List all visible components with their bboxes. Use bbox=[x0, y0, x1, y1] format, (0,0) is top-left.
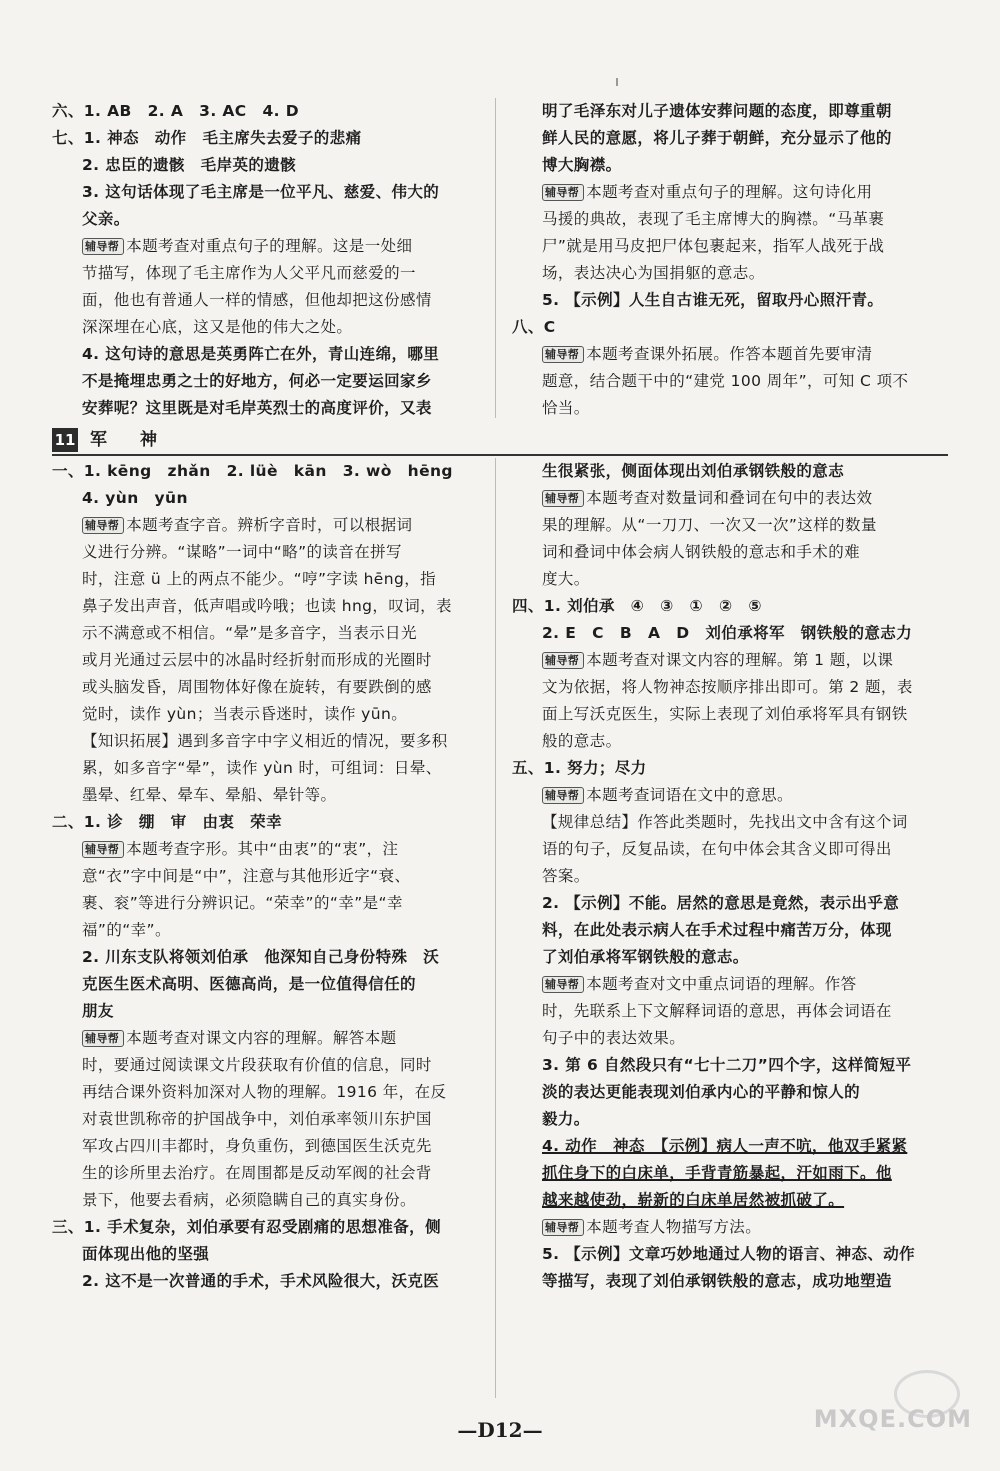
tutor-badge: 辅导帮 bbox=[542, 184, 584, 201]
line-text: 果的理解。从“一刀刀、一次又一次”这样的数量 bbox=[542, 516, 877, 534]
top-mark bbox=[616, 78, 618, 86]
tutor-badge: 辅导帮 bbox=[82, 1030, 124, 1047]
column-divider-bottom bbox=[495, 458, 496, 1398]
text-line bbox=[512, 314, 952, 341]
line-text: 语的句子，反复品读，在句中体会其含义即可得出 bbox=[542, 840, 892, 858]
line-text: 对袁世凯称帝的护国战争中，刘伯承率领川东护国 bbox=[82, 1110, 432, 1128]
tutor-badge: 辅导帮 bbox=[82, 238, 124, 255]
tutor-badge: 辅导帮 bbox=[542, 787, 584, 804]
line-text: 景下，他要去看病，必须隐瞒自己的真实身份。 bbox=[82, 1191, 416, 1209]
text-line bbox=[52, 890, 492, 917]
text-line bbox=[512, 674, 952, 701]
text-line bbox=[52, 287, 492, 314]
line-text: 3. 第 6 自然段只有“七十二刀”四个字，这样简短平 bbox=[542, 1056, 912, 1074]
text-line bbox=[52, 206, 492, 233]
line-text: 【知识拓展】遇到多音字中字义相近的情况，要多积 bbox=[82, 732, 448, 750]
text-line bbox=[52, 566, 492, 593]
text-line bbox=[512, 971, 952, 998]
text-line bbox=[512, 620, 952, 647]
line-text: 答案。 bbox=[542, 867, 590, 885]
text-line bbox=[52, 1241, 492, 1268]
line-text: 八、C bbox=[512, 318, 556, 336]
text-line bbox=[512, 125, 952, 152]
text-line bbox=[52, 701, 492, 728]
line-text: 生的诊所里去治疗。在周围都是反动军阀的社会背 bbox=[82, 1164, 432, 1182]
section-number: 11 bbox=[52, 428, 78, 452]
line-text: 5. 【示例】文章巧妙地通过人物的语言、神态、动作 bbox=[542, 1245, 916, 1263]
line-text: 了刘伯承将军钢铁般的意志。 bbox=[542, 948, 749, 966]
text-line bbox=[52, 593, 492, 620]
tutor-badge: 辅导帮 bbox=[82, 517, 124, 534]
text-line bbox=[52, 917, 492, 944]
line-text: 4. 这句诗的意思是英勇阵亡在外，青山连绵，哪里 bbox=[82, 345, 440, 363]
top-left-column bbox=[52, 98, 492, 422]
line-text: 四、1. 刘伯承 ④ ③ ① ② ⑤ bbox=[512, 597, 762, 615]
line-text: 本题考查对文中重点词语的理解。作答 bbox=[586, 975, 857, 993]
text-line bbox=[512, 260, 952, 287]
line-text: 或月光通过云层中的冰晶时经折射而形成的光圈时 bbox=[82, 651, 432, 669]
line-text: 面上写沃克医生，实际上表现了刘伯承将军具有钢铁 bbox=[542, 705, 908, 723]
line-text: 福”的“幸”。 bbox=[82, 921, 171, 939]
line-text: 毅力。 bbox=[542, 1110, 590, 1128]
text-line bbox=[52, 395, 492, 422]
line-text: 面体现出他的坚强 bbox=[82, 1245, 210, 1263]
line-text: 本题考查字音。辨析字音时，可以根据词 bbox=[126, 516, 413, 534]
line-text: 2. 忠臣的遗骸 毛岸英的遗骸 bbox=[82, 156, 297, 174]
text-line bbox=[52, 1187, 492, 1214]
line-text: 2. 川东支队将领刘伯承 他深知自己身份特殊 沃 bbox=[82, 948, 440, 966]
line-text: 【规律总结】作答此类题时，先找出文中含有这个词 bbox=[542, 813, 908, 831]
line-text: 4. 动作 神态 【示例】病人一声不吭，他双手紧紧 bbox=[542, 1137, 908, 1155]
text-line bbox=[512, 1214, 952, 1241]
text-line bbox=[52, 728, 492, 755]
text-line bbox=[512, 863, 952, 890]
text-line bbox=[512, 755, 952, 782]
text-line bbox=[512, 1106, 952, 1133]
line-text: 本题考查对数量词和叠词在句中的表达效 bbox=[586, 489, 873, 507]
text-line bbox=[52, 539, 492, 566]
line-text: 本题考查对重点句子的理解。这是一处细 bbox=[126, 237, 413, 255]
line-text: 本题考查词语在文中的意思。 bbox=[586, 786, 793, 804]
line-text: 时，注意 ü 上的两点不能少。“哼”字读 hēng，指 bbox=[82, 570, 436, 588]
line-text: 恰当。 bbox=[542, 399, 590, 417]
line-text: 本题考查对课文内容的理解。第 1 题，以课 bbox=[586, 651, 894, 669]
text-line bbox=[52, 512, 492, 539]
text-line bbox=[512, 179, 952, 206]
text-line bbox=[512, 1187, 952, 1214]
line-text: 抓住身下的白床单，手背青筋暴起，汗如雨下。他 bbox=[542, 1164, 892, 1182]
text-line bbox=[512, 917, 952, 944]
line-text: 节描写，体现了毛主席作为人父平凡而慈爱的一 bbox=[82, 264, 416, 282]
line-text: 等描写，表现了刘伯承钢铁般的意志，成功地塑造 bbox=[542, 1272, 892, 1290]
line-text: 本题考查对重点句子的理解。这句诗化用 bbox=[586, 183, 873, 201]
line-text: 场，表达决心为国捐躯的意志。 bbox=[542, 264, 765, 282]
text-line bbox=[512, 206, 952, 233]
text-line bbox=[52, 341, 492, 368]
text-line bbox=[512, 593, 952, 620]
text-line bbox=[52, 1268, 492, 1295]
line-text: 义进行分辨。“谋略”一词中“略”的读音在拼写 bbox=[82, 543, 402, 561]
text-line bbox=[52, 485, 492, 512]
text-line bbox=[52, 1214, 492, 1241]
column-divider-top bbox=[495, 98, 496, 418]
bottom-left-column bbox=[52, 458, 492, 1295]
line-text: 父亲。 bbox=[82, 210, 130, 228]
line-text: 墨晕、红晕、晕车、晕船、晕针等。 bbox=[82, 786, 337, 804]
text-line bbox=[52, 98, 492, 125]
text-line bbox=[52, 260, 492, 287]
text-line bbox=[52, 125, 492, 152]
line-text: 意“衣”字中间是“中”，注意与其他形近字“衰、 bbox=[82, 867, 411, 885]
text-line bbox=[52, 998, 492, 1025]
text-line bbox=[512, 890, 952, 917]
text-line bbox=[52, 314, 492, 341]
text-line bbox=[512, 1160, 952, 1187]
tutor-badge: 辅导帮 bbox=[542, 346, 584, 363]
text-line bbox=[512, 512, 952, 539]
line-text: 五、1. 努力；尽力 bbox=[512, 759, 647, 777]
line-text: 二、1. 诊 绷 审 由衷 荣幸 bbox=[52, 813, 282, 831]
line-text: 一、1. kēng zhǎn 2. lüè kān 3. wò hēng bbox=[52, 462, 453, 480]
line-text: 示不满意或不相信。“晕”是多音字，当表示日光 bbox=[82, 624, 417, 642]
section-header bbox=[52, 428, 948, 456]
tutor-badge: 辅导帮 bbox=[82, 841, 124, 858]
line-text: 题意，结合题干中的“建党 100 周年”，可知 C 项不 bbox=[542, 372, 909, 390]
text-line bbox=[52, 1052, 492, 1079]
line-text: 度大。 bbox=[542, 570, 590, 588]
text-line bbox=[52, 1133, 492, 1160]
text-line bbox=[512, 701, 952, 728]
line-text: 5. 【示例】人生自古谁无死，留取丹心照汗青。 bbox=[542, 291, 884, 309]
tutor-badge: 辅导帮 bbox=[542, 1219, 584, 1236]
text-line bbox=[512, 647, 952, 674]
text-line bbox=[52, 1079, 492, 1106]
text-line bbox=[52, 1106, 492, 1133]
text-line bbox=[52, 836, 492, 863]
text-line bbox=[52, 782, 492, 809]
text-line bbox=[512, 944, 952, 971]
line-text: 朋友 bbox=[82, 1002, 114, 1020]
line-text: 3. 这句话体现了毛主席是一位平凡、慈爱、伟大的 bbox=[82, 183, 440, 201]
text-line bbox=[512, 287, 952, 314]
text-line bbox=[52, 809, 492, 836]
line-text: 或头脑发昏，周围物体好像在旋转，有要跌倒的感 bbox=[82, 678, 432, 696]
line-text: 博大胸襟。 bbox=[542, 156, 622, 174]
line-text: 词和叠词中体会病人钢铁般的意志和手术的难 bbox=[542, 543, 861, 561]
line-text: 马援的典故，表现了毛主席博大的胸襟。“马革裹 bbox=[542, 210, 885, 228]
tutor-badge: 辅导帮 bbox=[542, 652, 584, 669]
text-line bbox=[512, 728, 952, 755]
text-line bbox=[52, 179, 492, 206]
line-text: 面，他也有普通人一样的情感，但他却把这份感情 bbox=[82, 291, 432, 309]
line-text: 不是掩埋忠勇之士的好地方，何必一定要运回家乡 bbox=[82, 372, 432, 390]
text-line bbox=[512, 539, 952, 566]
text-line bbox=[512, 998, 952, 1025]
text-line bbox=[512, 341, 952, 368]
line-text: 鼻子发出声音，低声唱或吟哦；也读 hng，叹词，表 bbox=[82, 597, 452, 615]
text-line bbox=[52, 674, 492, 701]
line-text: 4. yùn yūn bbox=[82, 489, 188, 507]
line-text: 觉时，读作 yùn；当表示昏迷时，读作 yūn。 bbox=[82, 705, 408, 723]
text-line bbox=[512, 1241, 952, 1268]
text-line bbox=[512, 458, 952, 485]
text-line bbox=[52, 863, 492, 890]
text-line bbox=[52, 368, 492, 395]
line-text: 再结合课外资料加深对人物的理解。1916 年，在反 bbox=[82, 1083, 447, 1101]
text-line bbox=[512, 1052, 952, 1079]
tutor-badge: 辅导帮 bbox=[542, 976, 584, 993]
line-text: 2. 【示例】不能。居然的意思是竟然，表示出乎意 bbox=[542, 894, 900, 912]
text-line bbox=[512, 836, 952, 863]
text-line bbox=[52, 971, 492, 998]
text-line bbox=[512, 368, 952, 395]
line-text: 时，要通过阅读课文片段获取有价值的信息，同时 bbox=[82, 1056, 432, 1074]
line-text: 时，先联系上下文解释词语的意思，再体会词语在 bbox=[542, 1002, 892, 1020]
text-line bbox=[512, 233, 952, 260]
top-right-column bbox=[512, 98, 952, 422]
text-line bbox=[512, 809, 952, 836]
line-text: 鲜人民的意愿，将儿子葬于朝鲜，充分显示了他的 bbox=[542, 129, 892, 147]
line-text: 裹、衮”等进行分辨识记。“荣幸”的“幸”是“幸 bbox=[82, 894, 403, 912]
text-line bbox=[52, 1160, 492, 1187]
text-line bbox=[52, 755, 492, 782]
text-line bbox=[512, 1025, 952, 1052]
line-text: 尸”就是用马皮把尸体包裹起来，指军人战死于战 bbox=[542, 237, 885, 255]
line-text: 明了毛泽东对儿子遗体安葬问题的态度，即尊重朝 bbox=[542, 102, 892, 120]
line-text: 三、1. 手术复杂，刘伯承要有忍受剧痛的思想准备，侧 bbox=[52, 1218, 441, 1236]
watermark-text: MXQE.COM bbox=[813, 1405, 972, 1433]
line-text: 本题考查人物描写方法。 bbox=[586, 1218, 762, 1236]
line-text: 料，在此处表示病人在手术过程中痛苦万分，体现 bbox=[542, 921, 892, 939]
text-line bbox=[512, 152, 952, 179]
line-text: 本题考查对课文内容的理解。解答本题 bbox=[126, 1029, 397, 1047]
tutor-badge: 辅导帮 bbox=[542, 490, 584, 507]
bottom-right-column bbox=[512, 458, 952, 1295]
text-line bbox=[512, 395, 952, 422]
text-line bbox=[512, 782, 952, 809]
text-line bbox=[52, 1025, 492, 1052]
text-line bbox=[52, 620, 492, 647]
text-line bbox=[512, 1133, 952, 1160]
text-line bbox=[52, 233, 492, 260]
text-line bbox=[512, 566, 952, 593]
line-text: 军攻占四川丰都时，身负重伤，到德国医生沃克先 bbox=[82, 1137, 432, 1155]
line-text: 2. 这不是一次普通的手术，手术风险很大，沃克医 bbox=[82, 1272, 440, 1290]
line-text: 克医生医术高明、医德高尚，是一位值得信任的 bbox=[82, 975, 416, 993]
line-text: 安葬呢？这里既是对毛岸英烈士的高度评价，又表 bbox=[82, 399, 432, 417]
text-line bbox=[512, 485, 952, 512]
line-text: 生很紧张，侧面体现出刘伯承钢铁般的意志 bbox=[542, 462, 845, 480]
text-line bbox=[512, 1079, 952, 1106]
text-line bbox=[52, 152, 492, 179]
line-text: 句子中的表达效果。 bbox=[542, 1029, 686, 1047]
section-title: 军 神 bbox=[90, 430, 165, 450]
line-text: 淡的表达更能表现刘伯承内心的平静和惊人的 bbox=[542, 1083, 861, 1101]
text-line bbox=[512, 98, 952, 125]
line-text: 六、1. AB 2. A 3. AC 4. D bbox=[52, 102, 300, 120]
text-line bbox=[52, 458, 492, 485]
line-text: 累，如多音字“晕”，读作 yùn 时，可组词：日晕、 bbox=[82, 759, 442, 777]
line-text: 本题考查课外拓展。作答本题首先要审清 bbox=[586, 345, 873, 363]
text-line bbox=[52, 944, 492, 971]
text-line bbox=[52, 647, 492, 674]
line-text: 本题考查字形。其中“由衷”的“衷”，注 bbox=[126, 840, 399, 858]
line-text: 深深埋在心底，这又是他的伟大之处。 bbox=[82, 318, 353, 336]
line-text: 般的意志。 bbox=[542, 732, 622, 750]
line-text: 2. E C B A D 刘伯承将军 钢铁般的意志力 bbox=[542, 624, 913, 642]
line-text: 七、1. 神态 动作 毛主席失去爱子的悲痛 bbox=[52, 129, 362, 147]
text-line bbox=[512, 1268, 952, 1295]
page-number: —D12— bbox=[457, 1418, 543, 1442]
line-text: 越来越使劲，崭新的白床单居然被抓破了。 bbox=[542, 1191, 845, 1209]
line-text: 文为依据，将人物神态按顺序排出即可。第 2 题，表 bbox=[542, 678, 913, 696]
